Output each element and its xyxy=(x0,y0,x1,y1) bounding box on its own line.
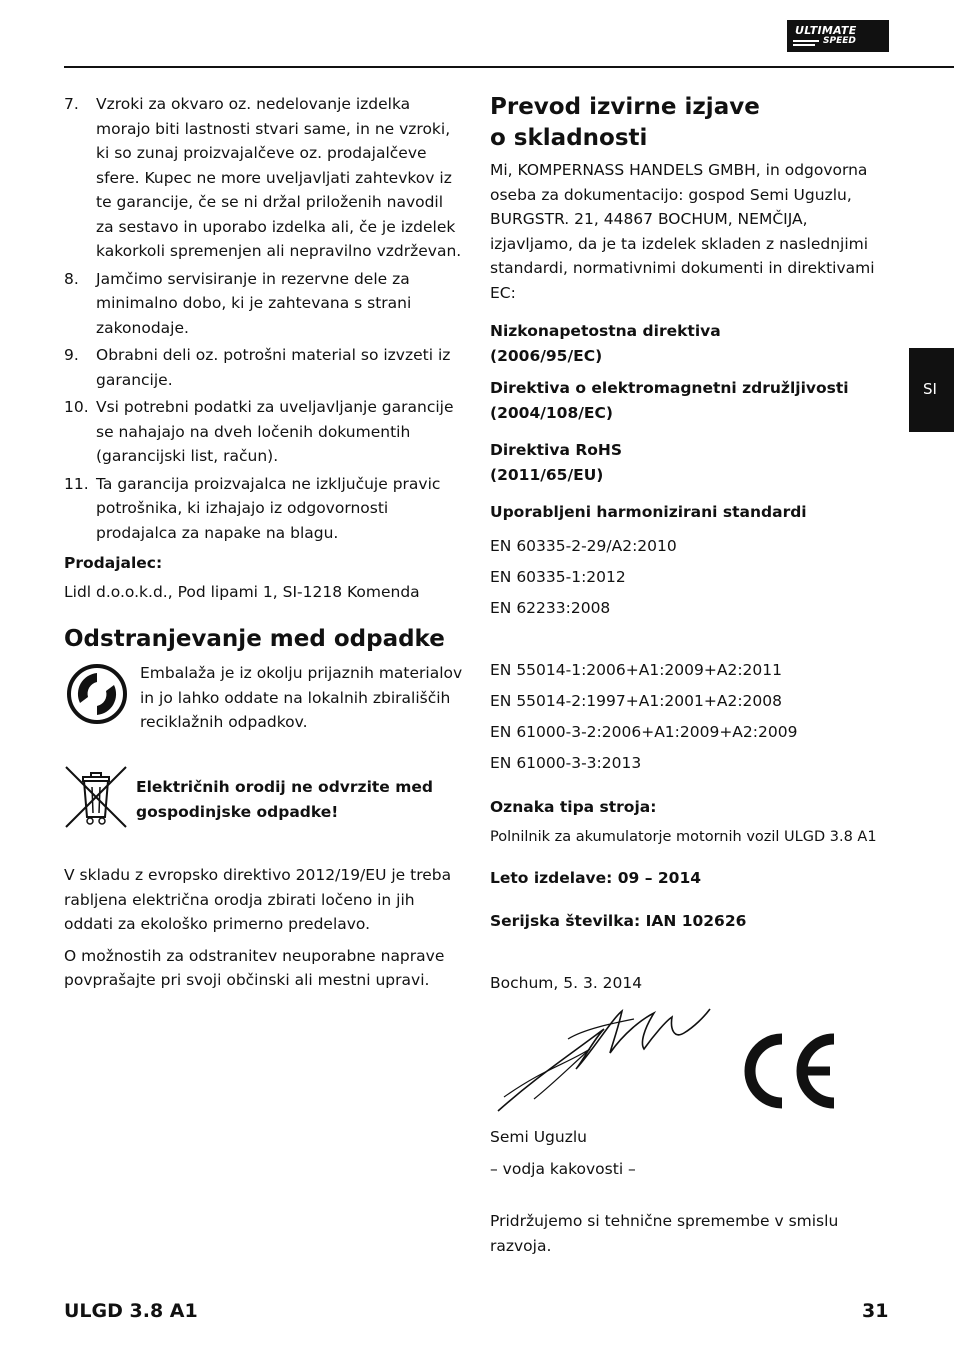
directive-name: Nizkonapetostna direktiva xyxy=(490,322,721,340)
directive-code: (2006/95/EC) xyxy=(490,346,603,365)
standard-item: EN 60335-2-29/A2:2010 xyxy=(490,536,677,555)
serial-label: Serijska številka: IAN 102626 xyxy=(490,912,747,930)
directive-code: (2004/108/EC) xyxy=(490,403,613,422)
list-text: Obrabni deli oz. potrošni material so izvzeti iz garancije. xyxy=(96,346,451,389)
list-text: Vzroki za okvaro oz. nedelovanje izdelka morajo biti lastnosti stvari same, in ne vzroki, ki so zunaj proizvajalčeve oz. prodajalčeve sfere. Kupec ne more uveljavljati zahtevkov iz te garancije, če se ni držal priloženih navodil za sestavo in uporabo izdelka ali, če je izdelek kakorkoli spremenjen ali nepravilno vzdrževan. xyxy=(96,95,462,260)
seller-label: Prodajalec: xyxy=(64,554,163,572)
packaging-text: Embalaža je iz okolju prijaznih materialov in jo lahko oddate na lokalnih zbirališčih reciklažnih odpadkov. xyxy=(140,664,463,731)
warranty-list xyxy=(64,92,464,545)
left-column xyxy=(64,92,464,993)
list-number: 11. xyxy=(64,474,89,493)
signer-name: Semi Uguzlu xyxy=(490,1128,587,1146)
list-item xyxy=(64,343,464,392)
list-number: 8. xyxy=(64,269,79,288)
place-date: Bochum, 5. 3. 2014 xyxy=(490,973,643,992)
seller-text: Lidl d.o.o.k.d., Pod lipami 1, SI-1218 Komenda xyxy=(64,582,420,601)
directive-code: (2011/65/EU) xyxy=(490,465,604,484)
language-tab-label: SI xyxy=(923,380,937,398)
standard-item: EN 61000-3-3:2013 xyxy=(490,753,642,772)
declaration-heading-line1: Prevod izvirne izjave xyxy=(490,94,760,120)
type-text: Polnilnik za akumulatorje motornih vozil ULGD 3.8 A1 xyxy=(490,829,877,845)
green-dot-icon xyxy=(66,663,128,725)
list-number: 9. xyxy=(64,346,79,364)
logo-stripe xyxy=(793,44,815,46)
weee-warning: Električnih orodij ne odvrzite med gospodinjske odpadke! xyxy=(136,778,433,821)
crossed-bin-icon xyxy=(64,765,128,829)
standard-item: EN 60335-1:2012 xyxy=(490,567,626,586)
footer-model: ULGD 3.8 A1 xyxy=(64,1300,198,1322)
directive-name: Direktiva o elektromagnetni združljivosti xyxy=(490,379,849,397)
logo-line2: SPEED xyxy=(823,36,856,46)
directive-name: Direktiva RoHS xyxy=(490,441,623,459)
disposal-heading: Odstranjevanje med odpadke xyxy=(64,626,445,652)
weee-block xyxy=(64,765,464,849)
ultimate-speed-logo xyxy=(787,20,889,52)
standard-item: EN 55014-1:2006+A1:2009+A2:2011 xyxy=(490,660,782,679)
directive-list xyxy=(490,319,890,487)
list-item xyxy=(64,472,464,546)
list-text: Jamčimo servisiranje in rezervne dele za minimalno dobo, ki je zahtevana s strani zakonodaje. xyxy=(96,269,412,337)
declaration-intro: Mi, KOMPERNASS HANDELS GMBH, in odgovorna oseba za dokumentacijo: gospod Semi Uguzlu, BURGSTR. 21, 44867 BOCHUM, NEMČIJA, izjavljamo, da je ta izdelek skladen z naslednjimi standardi, normativnimi dokumenti in direktivami EC: xyxy=(490,161,875,302)
logo-line1: ULTIMATE xyxy=(795,24,857,37)
standards-label: Uporabljeni harmonizirani standardi xyxy=(490,503,807,521)
list-item xyxy=(64,395,464,469)
list-text: Vsi potrebni podatki za uveljavljanje garancije se nahajajo na dveh ločenih dokumentih (garancijski list, račun). xyxy=(96,398,454,465)
list-item xyxy=(64,267,464,341)
standard-item: EN 62233:2008 xyxy=(490,598,611,617)
ce-mark-icon xyxy=(736,1033,840,1109)
packaging-block xyxy=(64,661,464,741)
declaration-heading-line2: o skladnosti xyxy=(490,125,648,151)
logo-stripe xyxy=(793,40,819,42)
list-number: 7. xyxy=(64,95,79,113)
list-item xyxy=(64,92,464,264)
header-rule xyxy=(64,66,954,68)
language-tab xyxy=(909,348,954,432)
type-label: Oznaka tipa stroja: xyxy=(490,797,657,816)
signer-role: – vodja kakovosti – xyxy=(490,1159,636,1178)
list-number: 10. xyxy=(64,398,89,416)
standard-item: EN 55014-2:1997+A1:2001+A2:2008 xyxy=(490,691,782,710)
page-number: 31 xyxy=(862,1300,889,1322)
signature-block xyxy=(490,999,890,1119)
signature-icon xyxy=(494,999,724,1117)
standards-list-b xyxy=(490,655,890,779)
standards-list-a xyxy=(490,531,890,624)
standard-item: EN 61000-3-2:2006+A1:2009+A2:2009 xyxy=(490,722,798,741)
technical-changes-note: Pridržujemo si tehnične spremembe v smislu razvoja. xyxy=(490,1212,839,1255)
right-column xyxy=(490,92,890,1258)
year-label: Leto izdelave: 09 – 2014 xyxy=(490,868,702,887)
info-text: O možnostih za odstranitev neuporabne naprave povprašajte pri svoji občinski ali mestni upravi. xyxy=(64,946,445,989)
directive-text: V skladu z evropsko direktivo 2012/19/EU je treba rabljena električna orodja zbirati ločeno in jih oddati za ekološko primerno predelavo. xyxy=(64,866,452,933)
list-text: Ta garancija proizvajalca ne izključuje pravic potrošnika, ki izhajajo iz odgovornosti prodajalca za napake na blagu. xyxy=(96,474,441,542)
